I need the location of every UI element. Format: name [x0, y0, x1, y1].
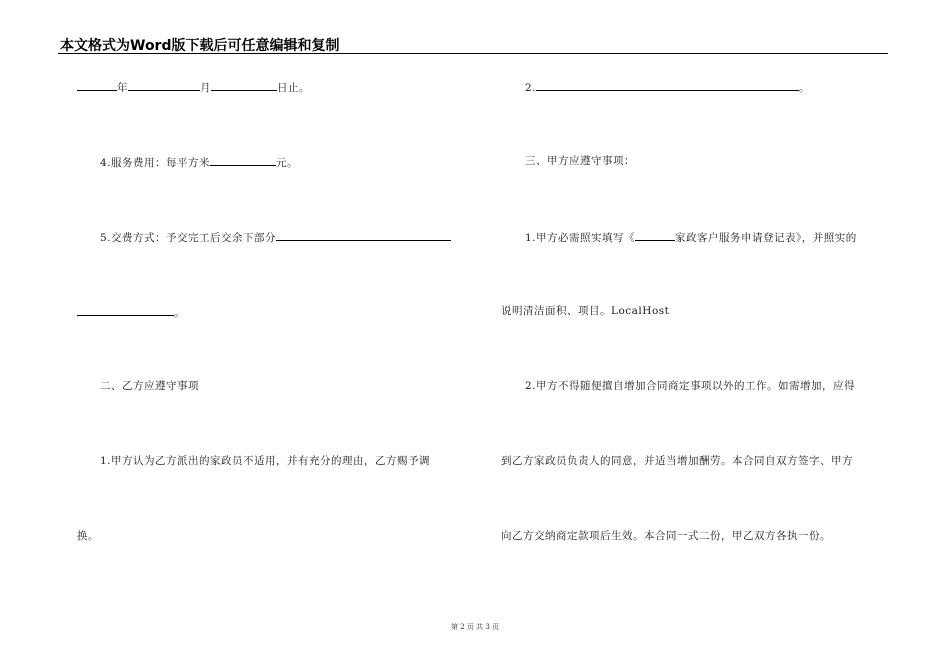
blank-month: [128, 80, 200, 91]
right-line-3: [525, 230, 857, 244]
party-a-clause-1-cont: 说明清洁面积、项目。LocalHost: [501, 305, 670, 317]
left-line-2: [100, 155, 298, 169]
blank-payment: [276, 230, 451, 241]
item-2-number: 2.: [525, 82, 537, 94]
page-number-footer: 第 2 页 共 3 页: [450, 623, 500, 631]
section-three-heading: 三、甲方应遵守事项：: [525, 155, 635, 167]
party-a-clause-2-cont: 到乙方家政员负责人的同意，并适当增加酬劳。本合同自双方签字、甲方: [501, 455, 853, 467]
blank-item-2: [536, 80, 799, 91]
blank-payment-cont: [77, 305, 174, 316]
left-line-5: [100, 380, 199, 392]
header-divider: [58, 53, 888, 54]
right-line-4: [501, 305, 669, 317]
party-a-clause-1-end: 家政客户服务申请登记表》，并照实的: [675, 232, 857, 244]
blank-year: [77, 80, 117, 91]
left-line-6: [100, 455, 430, 467]
blank-fee: [210, 155, 276, 166]
payment-end-mark: 。: [174, 307, 185, 319]
document-header-title: 本文格式为Word版下载后可任意编辑和复制: [60, 38, 340, 54]
right-line-6: [501, 455, 853, 467]
left-line-1: [77, 80, 310, 94]
blank-day: [211, 80, 277, 91]
party-b-clause-1-end: 换。: [77, 530, 99, 542]
right-line-1: [525, 80, 810, 94]
right-line-5: [525, 380, 855, 392]
party-b-clause-1: 1.甲方认为乙方派出的家政员不适用，并有充分的理由，乙方赐予调: [100, 455, 431, 467]
party-a-clause-2-end: 向乙方交纳商定款项后生效。本合同一式二份，甲乙双方各执一份。: [501, 530, 831, 542]
service-fee-text: 4.服务费用：每平方米: [100, 157, 211, 169]
day-label: 日止。: [277, 82, 310, 94]
service-fee-unit: 元。: [276, 157, 299, 169]
party-a-clause-2: 2.甲方不得随便擅自增加合同商定事项以外的工作。如需增加，应得: [525, 380, 856, 392]
item-2-end: 。: [799, 82, 811, 94]
year-label: 年: [117, 82, 128, 94]
month-label: 月: [200, 82, 211, 94]
blank-form-name: [635, 230, 675, 241]
payment-method-text: 5.交费方式：予交完工后交余下部分: [100, 232, 277, 244]
party-a-clause-1-start: 1.甲方必需照实填写《: [525, 232, 636, 244]
right-line-7: [501, 530, 831, 542]
left-line-3: [100, 230, 451, 244]
left-line-7: [77, 530, 99, 542]
right-line-2: [525, 155, 635, 167]
left-line-4: [77, 305, 185, 319]
section-two-heading: 二、乙方应遵守事项: [100, 380, 199, 392]
